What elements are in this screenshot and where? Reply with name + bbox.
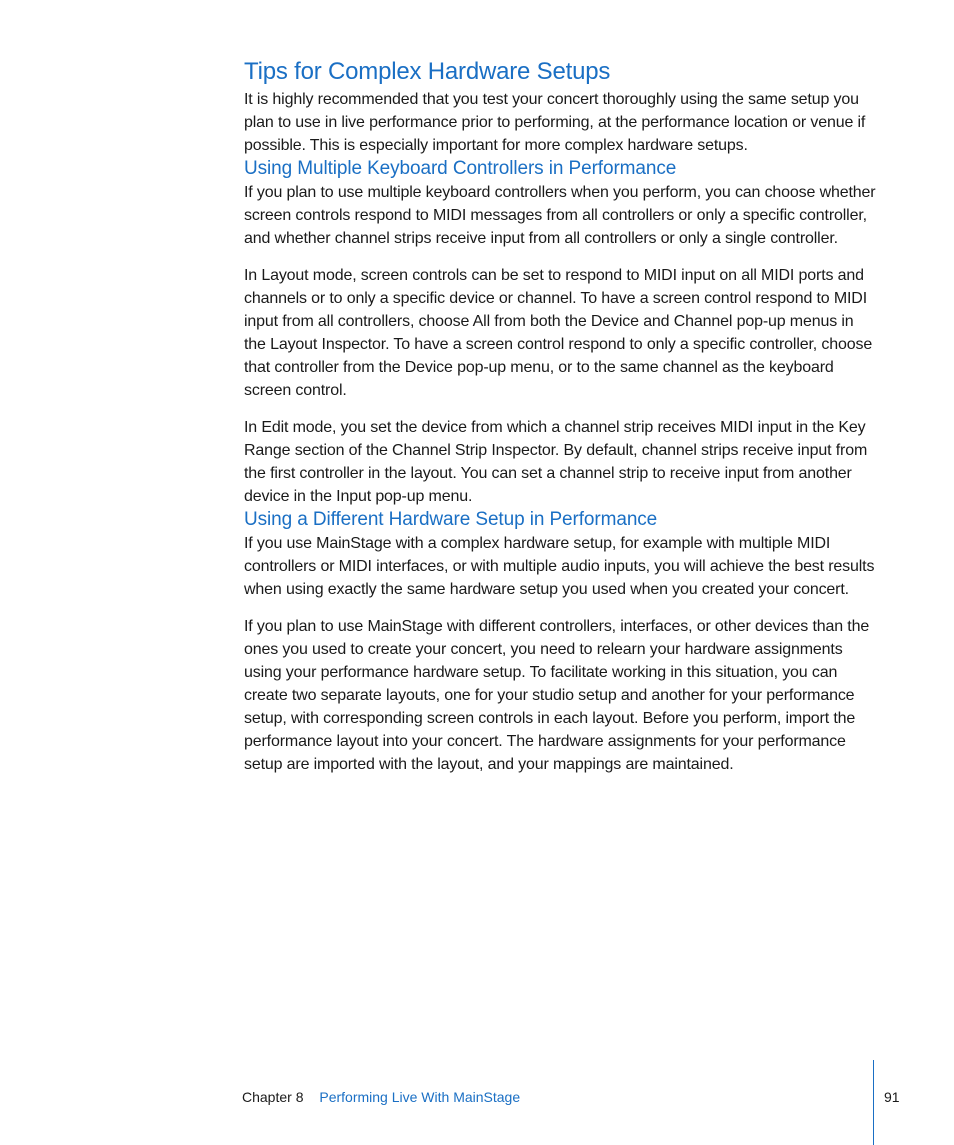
body-paragraph: If you plan to use MainStage with different controllers, interfaces, or other devices than the ones you used to create your concert, you need to relearn your hardware assignments using your performance hardware setup. To facilitate working in this situation, you can create two separate layouts, one for your studio setup and another for your performance setup, with corresponding screen controls in each layout. Before you perform, import the performance layout into your concert. The hardware assignments for your performance setup are imported with the layout, and your mappings are maintained. [244, 618, 870, 773]
page-title: Tips for Complex Hardware Setups [244, 58, 611, 85]
section-heading-multiple-keyboard-controllers: Using Multiple Keyboard Controllers in Performance [244, 158, 677, 179]
body-paragraph: If you use MainStage with a complex hardware setup, for example with multiple MIDI controllers or MIDI interfaces, or with multiple audio inputs, you will achieve the best results when using exactly the same hardware setup you used when you created your concert. [244, 535, 875, 598]
section-heading-different-hardware-setup: Using a Different Hardware Setup in Performance [244, 509, 658, 530]
footer-chapter-title: Performing Live With MainStage [319, 1089, 521, 1105]
body-paragraph: If you plan to use multiple keyboard controllers when you perform, you can choose whether screen controls respond to MIDI messages from all controllers or only a specific controller, and whether channel strips receive input from all controllers or only a single controller. [244, 184, 876, 247]
page-number: 91 [884, 1089, 900, 1105]
body-paragraph: In Layout mode, screen controls can be set to respond to MIDI input on all MIDI ports and channels or to only a specific device or channel. To have a screen control respond to MIDI input from all controllers, choose All from both the Device and Channel pop-up menus in the Layout Inspector. To have a screen control respond to only a specific controller, choose that controller from the Device pop-up menu, or to the same channel as the keyboard screen control. [244, 267, 873, 399]
page-footer [242, 1088, 520, 1106]
footer-divider [873, 1060, 874, 1145]
body-paragraph: In Edit mode, you set the device from which a channel strip receives MIDI input in the Key Range section of the Channel Strip Inspector. By default, channel strips receive input from the first controller in the layout. You can set a channel strip to receive input from another device in the Input pop-up menu. [244, 419, 868, 505]
page-content [244, 56, 876, 776]
intro-paragraph: It is highly recommended that you test your concert thoroughly using the same setup you plan to use in live performance prior to performing, at the performance location or venue if possible. This is especially important for more complex hardware setups. [244, 91, 866, 154]
footer-chapter-label: Chapter 8 [242, 1089, 304, 1105]
